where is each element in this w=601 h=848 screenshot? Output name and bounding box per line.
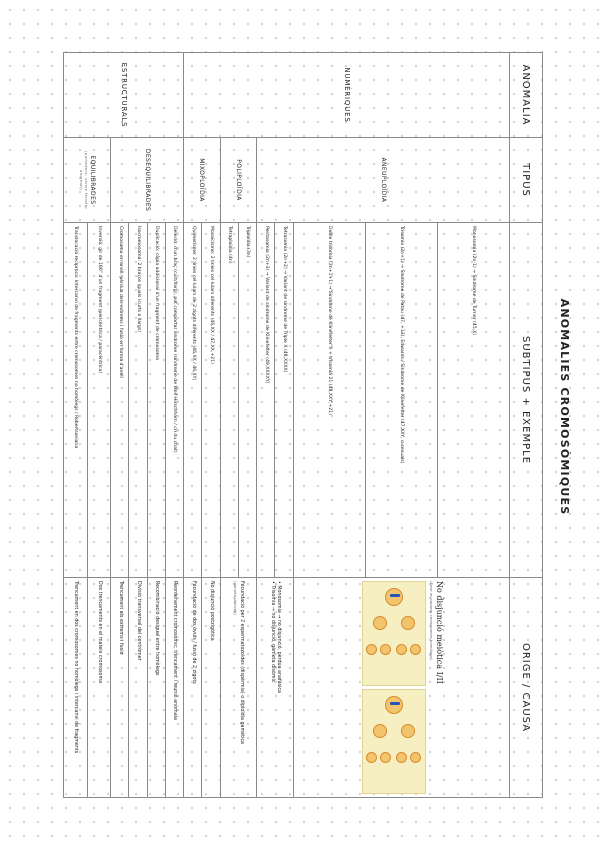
cell-icon bbox=[410, 752, 421, 763]
type-equilibrades-note: (portadors: sense fenotip anormal) bbox=[78, 151, 89, 209]
anomalies-table bbox=[63, 52, 543, 798]
cell-icon bbox=[366, 752, 377, 763]
type-equilibrades-label: EQUILIBRADES bbox=[88, 155, 96, 205]
table-row bbox=[437, 53, 509, 798]
meiosis-diagram-panel-1 bbox=[362, 581, 426, 686]
origin-cell: Reordenament cromosòmic; trencament i reunió anòmala bbox=[165, 578, 183, 798]
cell-icon bbox=[380, 752, 391, 763]
subtype-cell: Deleció: d'un braç (curt/llarg), pot comportar síndrome (síndrome de Wolf-Hirschhorn / cri du chat) bbox=[165, 223, 183, 578]
origin-cell: Trencament als extrems i fusió bbox=[111, 578, 129, 798]
cell-icon bbox=[373, 724, 387, 738]
origin-cell bbox=[220, 578, 257, 798]
header-origen: ORIGE / CAUSA bbox=[510, 578, 543, 798]
origin-cell bbox=[293, 578, 509, 798]
origin-cell: Recombinació desigual entre homòlegs bbox=[147, 578, 165, 798]
subtype-cell: Quimerisme: 2 línies cel·lulars de 2 zigots diferents (46,XX / 46,XY) bbox=[184, 223, 202, 578]
header-tipus: TIPUS bbox=[510, 138, 543, 223]
origin-cell: Dos trencaments en el mateix cromosoma bbox=[87, 578, 110, 798]
group-estructurals: ESTRUCTURALS bbox=[64, 53, 184, 138]
header-anomalia: ANOMALIA bbox=[510, 53, 543, 138]
subtype-cell: Inversió: gir de 180° d'un fragment (pericèntrica / paracèntrica) bbox=[87, 223, 110, 578]
type-equilibrades bbox=[64, 138, 111, 223]
cell-icon bbox=[401, 616, 415, 630]
cell-icon bbox=[366, 644, 377, 655]
subtype-cell: Doble trisomia (2n+1+1) → Síndrome de Klinefelter X + trisomia 21 (48,XXY,+21) bbox=[293, 223, 365, 578]
origin-text: Fecundació per 2 espermatozoides (dispèrmia) o diploïdia gamètica bbox=[239, 581, 245, 744]
subtype-cell: Cromosoma en anell: pèrdua dels extrems i fusió en forma d'anell bbox=[111, 223, 129, 578]
cell-icon bbox=[396, 644, 407, 655]
type-poliploidia: POLIPLOÏDIA bbox=[220, 138, 257, 223]
cell-icon bbox=[396, 752, 407, 763]
cell-icon bbox=[385, 588, 403, 606]
header-subtipus: SUBTIPUS + EXEMPLE bbox=[510, 223, 543, 578]
cell-icon bbox=[401, 724, 415, 738]
origin-cell: No disjunció postzigòtica bbox=[202, 578, 220, 798]
page-title: ANOMALIES CROMOSÒMIQUES bbox=[558, 298, 571, 516]
table-row bbox=[165, 53, 183, 798]
subtype-cell: Monosomia (2n-1) → Síndrome de Turner (45,X) bbox=[437, 223, 509, 578]
type-mixoploidia: MIXOPLOÏDIA bbox=[184, 138, 221, 223]
subtype-cell: Pentasomia (2n+3) → Variant de síndrome de Klinefelter (49,XXXXY) bbox=[257, 223, 275, 578]
origin-text: • Monosomia → no disjunció, pèrdua anafàsica bbox=[275, 581, 281, 693]
origin-cell bbox=[257, 578, 294, 798]
subtype-cell: Tetraploïdia (4n) bbox=[220, 223, 238, 578]
origin-note: (gàmeta diploide) bbox=[233, 581, 239, 615]
table-row bbox=[87, 53, 110, 798]
table-row bbox=[202, 53, 220, 798]
cell-icon bbox=[410, 644, 421, 655]
type-desequilibrades: DESEQUILIBRADES bbox=[111, 138, 184, 223]
rotated-page bbox=[30, 12, 583, 802]
subtype-cell: Isocromosoma: 2 braços iguals (curts o llargs) bbox=[129, 223, 147, 578]
subtype-cell: Triploïdia (3n) bbox=[238, 223, 256, 578]
subtype-cell: Duplicació: còpia addicional d'un fragment de cromosoma bbox=[147, 223, 165, 578]
chromosome-icon bbox=[390, 702, 400, 705]
group-numeriques: NUMÈRIQUES bbox=[184, 53, 510, 138]
type-aneuploidia: ANEUPLOÏDIA bbox=[257, 138, 510, 223]
table-header-row bbox=[510, 53, 543, 798]
cell-icon bbox=[385, 696, 403, 714]
cell-icon bbox=[373, 616, 387, 630]
origin-text: No disjunció meiòtica I/II bbox=[435, 581, 445, 684]
subtype-cell: Trisomia (2n+1) → Síndrome de Patau (47, +13), Edwards / Síndrome de Klinefelter (47,XXY, o sexuals) bbox=[365, 223, 437, 578]
chromosome-icon bbox=[390, 594, 400, 597]
origin-cell: Divisió transversal del centròmer bbox=[129, 578, 147, 798]
table-row bbox=[238, 53, 256, 798]
subtype-cell: Mosaïcisme: 2 línies cel·lulars diferents (46,XX / 47,XX,+21) bbox=[202, 223, 220, 578]
meiosis-diagram bbox=[360, 581, 428, 794]
subtype-cell: Tetrasomia (2n+2) → Variant de síndrome de Triple X (48,XXXX) bbox=[275, 223, 293, 578]
cell-icon bbox=[380, 644, 391, 655]
note-sheet bbox=[30, 12, 601, 754]
meiosis-diagram-panel-2 bbox=[362, 689, 426, 794]
origin-cell: Fecundació de dos òvuls / fusió de 2 zigots bbox=[184, 578, 202, 798]
subtype-cell: Translocació recíproca: intercanvi de fragments entre cromosomes no homòlegs / Robertsoniana bbox=[64, 223, 88, 578]
origin-cell: Trencament en dos cromosomes no homòlegs i intercanvi de fragments bbox=[64, 578, 88, 798]
origin-text: • Trisomia → no disjunció, gàmeta disòmic bbox=[269, 581, 275, 683]
origin-note: (Error en separar cromosomes homòlegs) bbox=[429, 581, 435, 661]
